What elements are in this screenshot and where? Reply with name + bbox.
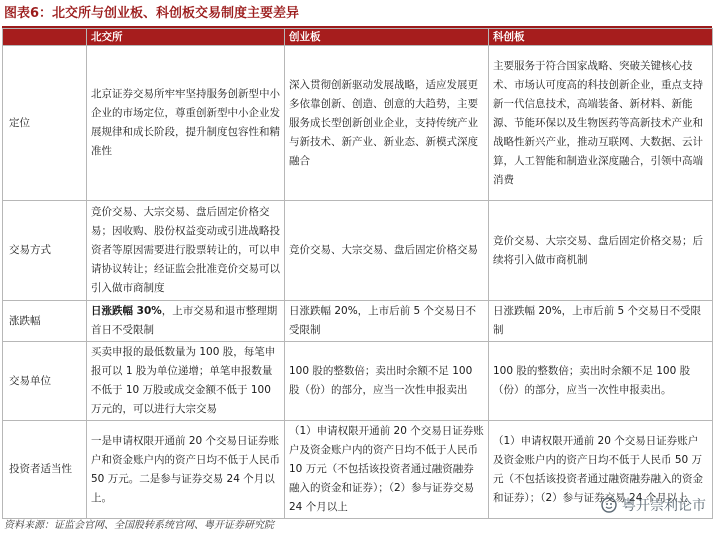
bse-limit-emphasis: 日涨跌幅 30% bbox=[91, 305, 162, 317]
figure-title: 图表6：北交所与创业板、科创板交易制度主要差异 bbox=[4, 6, 300, 21]
cell-star-trading-unit: 100 股的整数倍；卖出时余额不足 100 股（份）的部分，应当一次性申报卖出。 bbox=[489, 342, 713, 421]
header-chinext: 创业板 bbox=[285, 29, 489, 46]
comparison-table bbox=[2, 28, 713, 519]
watermark bbox=[601, 495, 706, 515]
cell-star-price-limit: 日涨跌幅 20%，上市后前 5 个交易日不受限制 bbox=[489, 301, 713, 342]
cell-star-trading-mode: 竞价交易、大宗交易、盘后固定价格交易；后续将引入做市商机制 bbox=[489, 201, 713, 301]
cell-star-positioning: 主要服务于符合国家战略、突破关键核心技术、市场认可度高的科技创新企业，重点支持新一代信息技术，高端装备、新材料、新能源、节能环保以及生物医药等高新技术产业和战略性新兴产业，推动互联网、大数据、云计算，人工智能和制造业深度融合，引领中高端消费 bbox=[489, 46, 713, 201]
cell-bse-investor-suitability: 一是申请权限开通前 20 个交易日证券账户和资金账户内的资产日均不低于人民币 50 万元。二是参与证券交易 24 个月以上。 bbox=[87, 421, 285, 519]
cell-bse-price-limit bbox=[87, 301, 285, 342]
row-label-trading-mode: 交易方式 bbox=[3, 201, 87, 301]
row-label-positioning: 定位 bbox=[3, 46, 87, 201]
cell-chinext-trading-unit: 100 股的整数倍；卖出时余额不足 100 股（份）的部分，应当一次性申报卖出 bbox=[285, 342, 489, 421]
cell-bse-trading-mode: 竞价交易、大宗交易、盘后固定价格交易；因收购、股份权益变动或引进战略投资者等原因需要进行股票转让的，可以申请协议转让；经证监会批准竞价交易可以引入做市商制度 bbox=[87, 201, 285, 301]
cell-star-investor-suitability: （1）申请权限开通前 20 个交易日证券账户及资金账户内的资产日均不低于人民币 50 万元（不包括该投资者通过融资融券融入的资金和证券）；（2）参与证券交易 24 个月以上 bbox=[489, 421, 713, 519]
cell-chinext-investor-suitability: （1）申请权限开通前 20 个交易日证券账户及资金账户内的资产日均不低于人民币 10 万元（不包括该投资者通过融资融券融入的资金和证券）；（2）参与证券交易 24 个月以上 bbox=[285, 421, 489, 519]
row-label-price-limit: 涨跌幅 bbox=[3, 301, 87, 342]
cell-bse-trading-unit: 买卖申报的最低数量为 100 股，每笔申报可以 1 股为单位递增；单笔申报数量不低于 10 万股或成交金额不低于 100 万元的，可以进行大宗交易 bbox=[87, 342, 285, 421]
header-bse: 北交所 bbox=[87, 29, 285, 46]
bse-limit-rest: ，上市交易和退市整理期首日不受限制 bbox=[91, 305, 278, 336]
cell-bse-positioning: 北京证券交易所牢牢坚持服务创新型中小企业的市场定位，尊重创新型中小企业发展规律和成长阶段，提升制度包容性和精准性 bbox=[87, 46, 285, 201]
row-label-trading-unit: 交易单位 bbox=[3, 342, 87, 421]
table-row bbox=[3, 201, 713, 301]
source-note: 资料来源：证监会官网、全国股转系统官网、粤开证券研究院 bbox=[4, 520, 274, 531]
watermark-text: 粤开崇利论市 bbox=[622, 498, 706, 514]
cell-chinext-trading-mode: 竞价交易、大宗交易、盘后固定价格交易 bbox=[285, 201, 489, 301]
wechat-icon bbox=[601, 497, 617, 513]
row-label-investor-suitability: 投资者适当性 bbox=[3, 421, 87, 519]
cell-chinext-positioning: 深入贯彻创新驱动发展战略，适应发展更多依靠创新、创造、创意的大趋势，主要服务成长型创新创业企业，支持传统产业与新技术、新产业、新业态、新模式深度融合 bbox=[285, 46, 489, 201]
header-blank bbox=[3, 29, 87, 46]
table-row bbox=[3, 301, 713, 342]
cell-chinext-price-limit: 日涨跌幅 20%，上市后前 5 个交易日不受限制 bbox=[285, 301, 489, 342]
header-star: 科创板 bbox=[489, 29, 713, 46]
table-header-row bbox=[3, 29, 713, 46]
table-row bbox=[3, 342, 713, 421]
table-row bbox=[3, 46, 713, 201]
